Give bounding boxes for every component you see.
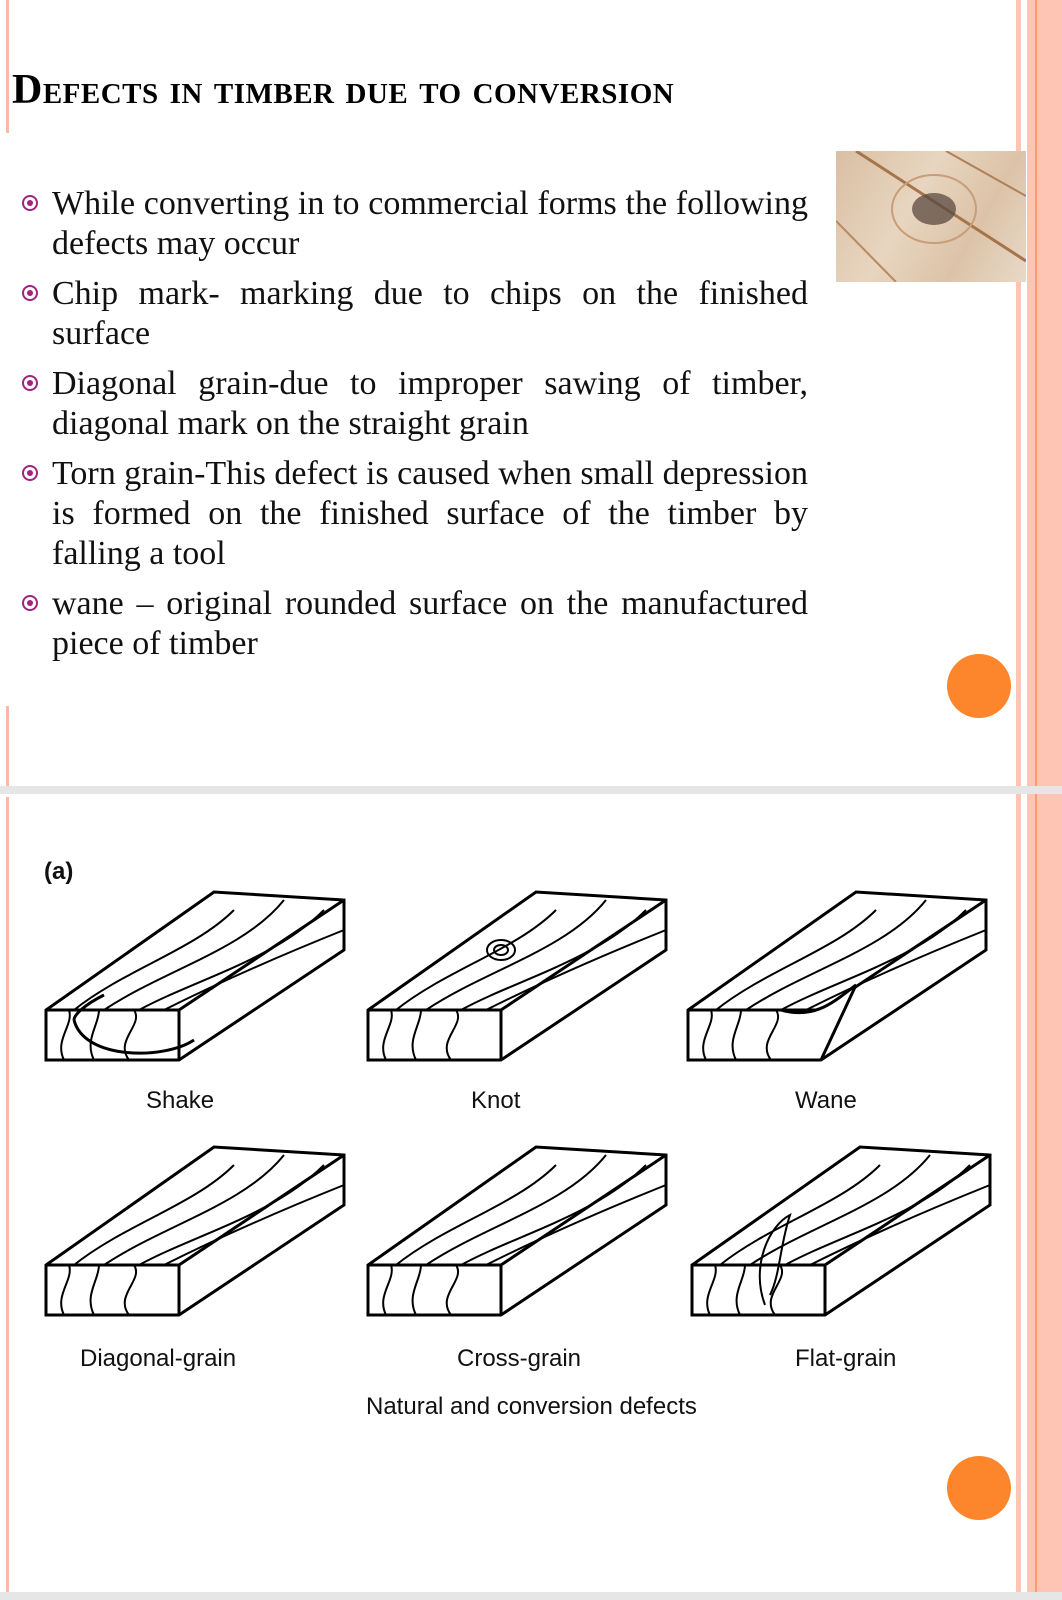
bullet-icon [22, 375, 38, 391]
bullet-icon [22, 465, 38, 481]
flat-grain-figure [692, 1147, 990, 1315]
timber-knot-photo [836, 151, 1026, 282]
figure-label-diagonal-grain: Diagonal-grain [80, 1345, 237, 1372]
slide-title: Defects in timber due to conversion [12, 67, 675, 113]
bullet-icon [22, 285, 38, 301]
bullet-icon [22, 595, 38, 611]
timber-defects-illustration [0, 880, 1010, 1360]
figure-label-cross-grain: Cross-grain [457, 1345, 582, 1372]
knot-figure [368, 892, 666, 1060]
figure-label-wane: Wane [795, 1087, 857, 1114]
bullet-item [22, 584, 808, 664]
bullet-item [22, 184, 808, 264]
bullet-list [22, 184, 808, 674]
bullet-item [22, 454, 808, 574]
bullet-icon [22, 195, 38, 211]
left-accent-bar [6, 706, 9, 786]
bullet-item [22, 274, 808, 354]
bullet-text: Diagonal grain-due to improper sawing of timber, diagonal mark on the straight grain [52, 365, 808, 442]
orange-circle-decoration [947, 1456, 1011, 1520]
wane-figure [688, 892, 986, 1060]
cross-grain-figure [368, 1147, 666, 1315]
bullet-text: While converting in to commercial forms the following defects may occur [52, 185, 808, 262]
bullet-text: wane – original rounded surface on the manufactured piece of timber [52, 585, 808, 662]
diagonal-grain-figure [46, 1147, 344, 1315]
decorative-stripe-line [1035, 0, 1037, 1600]
figure-label-knot: Knot [471, 1087, 521, 1114]
slide-divider [0, 1592, 1062, 1600]
bullet-text: Chip mark- marking due to chips on the finished surface [52, 275, 808, 352]
shake-figure [46, 892, 344, 1060]
bullet-text: Torn grain-This defect is caused when small depression is formed on the finished surface of the timber by falling a tool [52, 455, 808, 572]
panel-label: (a) [44, 858, 74, 885]
figure-caption: Natural and conversion defects [366, 1393, 697, 1420]
bullet-item [22, 364, 808, 444]
left-accent-bar [6, 0, 9, 133]
figure-label-flat-grain: Flat-grain [795, 1345, 897, 1372]
decorative-stripe [1027, 0, 1062, 1600]
figure-label-shake: Shake [146, 1087, 215, 1114]
orange-circle-decoration [947, 654, 1011, 718]
slide-divider [0, 786, 1062, 794]
